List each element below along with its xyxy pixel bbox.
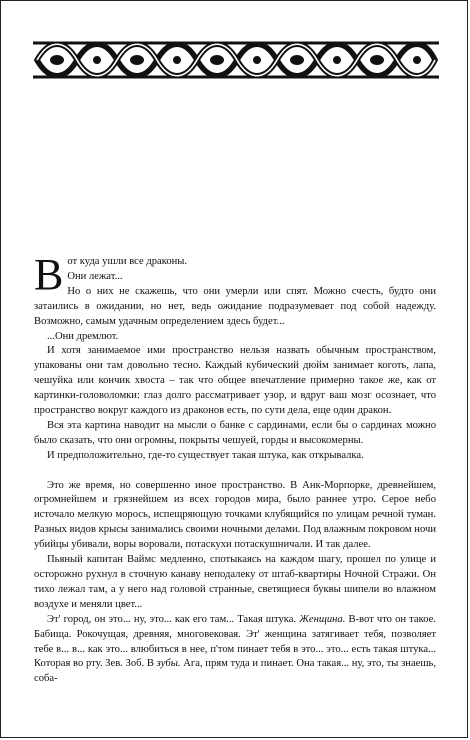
body-text xyxy=(34,250,436,687)
text-run: Ага, прям туда и пинает. Она такая... ну, это, ты знаешь, соба- xyxy=(34,658,436,685)
paragraph: И предположительно, где-то существует такая штука, как открывалка. xyxy=(47,449,364,461)
paragraph xyxy=(34,613,436,688)
italic-run: Женщина. xyxy=(299,613,346,625)
text-run: Эт' город, он это... ну, это... как его там... Такая штука. xyxy=(47,613,300,625)
section-break xyxy=(34,464,436,479)
paragraph: Но о них не скажешь, что они умерли или спят. Можно счесть, будто они затаились в ожидании, но нет, ведь ожидание подразумевает под собой надежду. Возможно, самым удачным определением здесь будет... xyxy=(34,285,436,327)
celtic-knot-border-icon xyxy=(29,35,443,85)
chapter-opening xyxy=(34,250,436,299)
paragraph: Пьяный капитан Ваймс медленно, спотыкаясь на каждом шагу, прошел по улице и осторожно рухнул в сточную канаву неподалеку от штаб-квартиры Ночной Стражи. Он тихо лежал там, а у него над головой странные, светящиеся буквы шипели во влажном воздухе и меняли цвет... xyxy=(34,554,436,610)
text-run: В-вот что он такое. Бабища. Рокочущая, древняя, многовековая. Эт' женщина затягивает тебя, позволяет тебе в... в... как это... влюбиться в нее, п'том пинает тебя в это... это... есть такая штука... Которая во рту. Зев. Зоб. В xyxy=(34,613,436,670)
opening-line-2: Они лежат... xyxy=(67,270,123,282)
opening-line: от куда ушли все драконы. xyxy=(67,256,188,267)
paragraph: Вся эта картина наводит на мысли о банке с сардинами, если бы о сардинах можно было сказать, что они огромны, покрыты чешуей, горды и высокомерны. xyxy=(34,419,436,446)
italic-run: зубы. xyxy=(156,658,181,670)
paragraph: ...Они дремлют. xyxy=(47,330,119,342)
paragraph: Это же время, но совершенно иное пространство. В Анк-Морпорке, древнейшем, огромнейшем и грязнейшем из всех городов мира, было раннее утро. Серое небо источало мелкую морось, испещряющую точками клубящийся по улицам речной туман. Разных видов крысы занимались своими ночными делами. Под влажным покровом ночи убийцы убивали, воры воровали, потаскухи потаскушничали. И так далее. xyxy=(34,479,436,551)
paragraph: И хотя занимаемое ими пространство нельзя назвать обычным пространством, упакованы они там довольно тесно. Каждый кубический дюйм занимает коготь, лапа, чешуйка или кончик хвоста – так что общее впечатление примерно такое же, как от картинки-головоломки: глаз долго рассматривает узор, и вдруг ваш мозг осознает, что пространство вокруг каждого из драконов есть, по сути дела, еще один дракон. xyxy=(34,345,436,417)
drop-cap: В xyxy=(34,250,64,299)
